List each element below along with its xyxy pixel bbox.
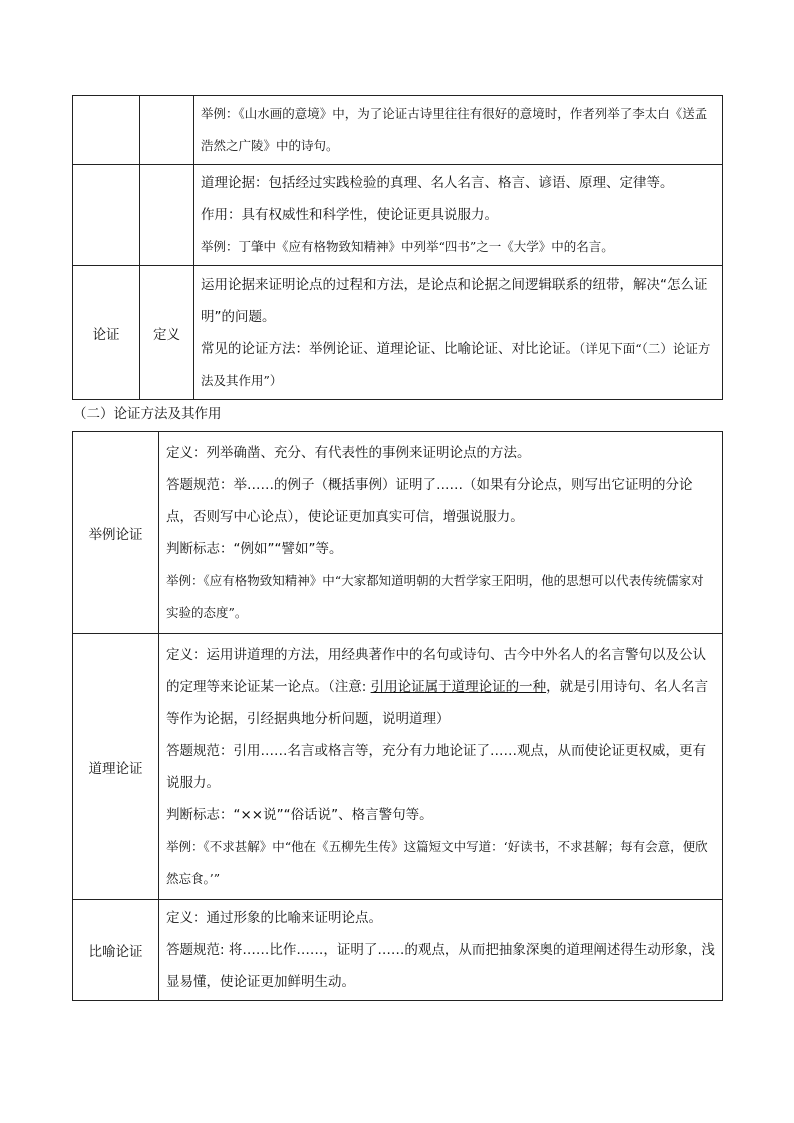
example-argument-label: 举例论证	[73, 432, 159, 634]
metaphor-argument-cell	[159, 900, 723, 1001]
argumentation-definition-text: 运用论据来证明论点的过程和方法，是论点和论据之间逻辑联系的纽带，解决“怎么证明”的问题。	[201, 276, 708, 325]
definition-label: 定义	[140, 266, 194, 400]
example-text: 举例：《山水画的意境》中，为了论证古诗里往往有很好的意境时，作者列举了李太白《送孟浩然之广陵》中的诗句。	[201, 106, 708, 153]
common-methods-main: 常见的论证方法：举例论证、道理论证、比喻论证、对比论证。	[201, 340, 579, 357]
theory-argument-cell	[194, 165, 723, 266]
common-methods-note: （详见下面“（二）论证方法及其作用”）	[201, 340, 711, 388]
reason-argument-cell	[159, 634, 723, 900]
answer-rule-text: 答题规范: 将……比作……，证明了……的观点，从而把抽象深奥的道理阐述得生动形象，浅显易懂，使论证更加鲜明生动。	[166, 942, 715, 990]
empty-label-cell	[73, 96, 140, 165]
concept-table	[72, 95, 723, 400]
theory-argument-text: 道理论据：包括经过实践检验的真理、名人名言、格言、谚语、原理、定律等。	[201, 175, 674, 191]
methods-table	[72, 431, 723, 1001]
section-title: （二）论证方法及其作用	[73, 406, 222, 422]
definition-text: 定义：通过形象的比喻来证明论点。	[166, 910, 382, 926]
example-text: 举例：《应有格物致知精神》中“大家都知道明朝的大哲学家王阳明，他的思想可以代表传统儒家对实验的态度”。	[166, 572, 704, 620]
example-argument-cell	[159, 432, 723, 634]
effect-text: 作用：具有权威性和科学性，使论证更具说服力。	[201, 207, 498, 223]
example-text: 举例：《不求甚解》中“他在《五柳先生传》这篇短文中写道：‘好读书，不求甚解；每有会意，便欣然忘食。’”	[166, 838, 708, 886]
answer-rule-text: 答题规范：引用……名言或格言等，充分有力地论证了……观点，从而使论证更权威，更有说服力。	[166, 742, 706, 791]
empty-sublabel-cell	[140, 165, 194, 266]
definition-part-a: 定义：运用讲道理的方法，用经典著作中的名句或诗句、古今中外名人的名言警句以及公认的定理等来论证某一论点。（注意:	[166, 646, 706, 695]
empty-sublabel-cell	[140, 96, 194, 165]
definition-part-b: ，就是引用诗句、名人名言等作为论据，引经据典地分析问题，说明道理）	[166, 678, 709, 727]
metaphor-argument-label: 比喻论证	[73, 900, 159, 1001]
empty-label-cell	[73, 165, 140, 266]
argumentation-definition-cell	[194, 266, 723, 400]
common-methods-text	[201, 333, 716, 397]
argumentation-label: 论证	[73, 266, 140, 400]
answer-rule-text: 答题规范：举……的例子（概括事例）证明了……（如果有分论点，则写出它证明的分论点，否则写中心论点），使论证更加真实可信，增强说服力。	[166, 476, 693, 525]
reason-argument-label: 道理论证	[73, 634, 159, 900]
definition-text	[166, 639, 716, 735]
example-text: 举例：丁肇中《应有格物致知精神》中列举“四书”之一《大学》中的名言。	[201, 239, 614, 254]
marker-text: 判断标志：“例如”“譬如”等。	[166, 540, 343, 557]
definition-text: 定义：列举确凿、充分、有代表性的事例来证明论点的方法。	[166, 444, 531, 461]
example-cell	[194, 96, 723, 165]
marker-text: 判断标志：“××说”“俗话说”、格言警句等。	[166, 806, 433, 823]
definition-note: 引用论证属于道理论证的一种	[370, 678, 547, 695]
